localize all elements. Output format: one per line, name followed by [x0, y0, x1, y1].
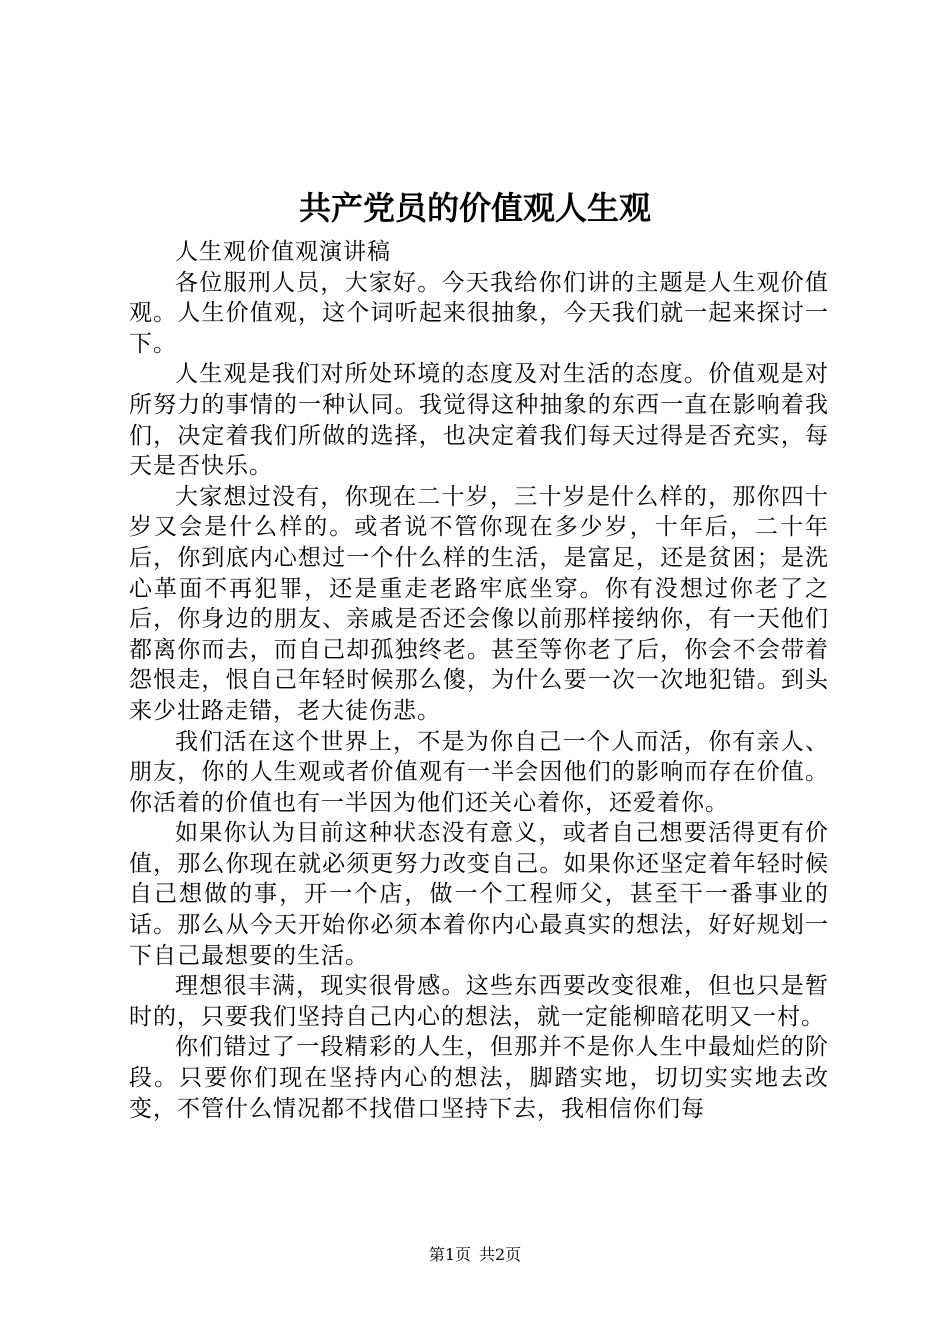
page-total: 共2页 — [479, 1245, 522, 1264]
paragraph: 大家想过没有，你现在二十岁，三十岁是什么样的，那你四十岁又会是什么样的。或者说不管你现在多少岁，十年后，二十年后，你到底内心想过一个什么样的生活，是富足，还是贫困；是洗心革面不再犯罪，还是重走老路牢底坐穿。你有没想过你老了之后，你身边的朋友、亲戚是否还会像以前那样接纳你，有一天他们都离你而去，而自己却孤独终老。甚至等你老了后，你会不会带着怨恨走，恨自己年轻时候那么傻，为什么要一次一次地犯错。到头来少壮路走错，老大徒伤悲。 — [129, 483, 829, 724]
paragraph: 各位服刑人员，大家好。今天我给你们讲的主题是人生观价值观。人生价值观，这个词听起来很抽象，今天我们就一起来探讨一下。 — [129, 269, 829, 357]
page-footer — [0, 1244, 950, 1266]
paragraph: 理想很丰满，现实很骨感。这些东西要改变很难，但也只是暂时的，只要我们坚持自己内心的想法，就一定能柳暗花明又一村。 — [129, 973, 829, 1030]
paragraph: 我们活在这个世界上，不是为你自己一个人而活，你有亲人、朋友，你的人生观或者价值观有一半会因他们的影响而存在价值。你活着的价值也有一半因为他们还关心着你，还爱着你。 — [129, 728, 829, 816]
paragraph: 人生观是我们对所处环境的态度及对生活的态度。价值观是对所努力的事情的一种认同。我觉得这种抽象的东西一直在影响着我们，决定着我们所做的选择，也决定着我们每天过得是否充实，每天是否快乐。 — [129, 361, 829, 480]
document-title: 共产党员的价值观人生观 — [298, 189, 651, 227]
paragraph: 你们错过了一段精彩的人生，但那并不是你人生中最灿烂的阶段。只要你们现在坚持内心的想法，脚踏实地，切切实实地去改变，不管什么情况都不找借口坚持下去，我相信你们每 — [129, 1034, 829, 1122]
paragraph-subtitle: 人生观价值观演讲稿 — [175, 239, 391, 265]
document-body — [129, 237, 829, 1124]
paragraph: 如果你认为目前这种状态没有意义，或者自己想要活得更有价值，那么你现在就必须更努力改变自己。如果你还坚定着年轻时候自己想做的事，开一个店，做一个工程师父，甚至干一番事业的话。那么从今天开始你必须本着你内心最真实的想法，好好规划一下自己最想要的生活。 — [129, 820, 829, 969]
page-number: 第1页 — [428, 1245, 471, 1264]
